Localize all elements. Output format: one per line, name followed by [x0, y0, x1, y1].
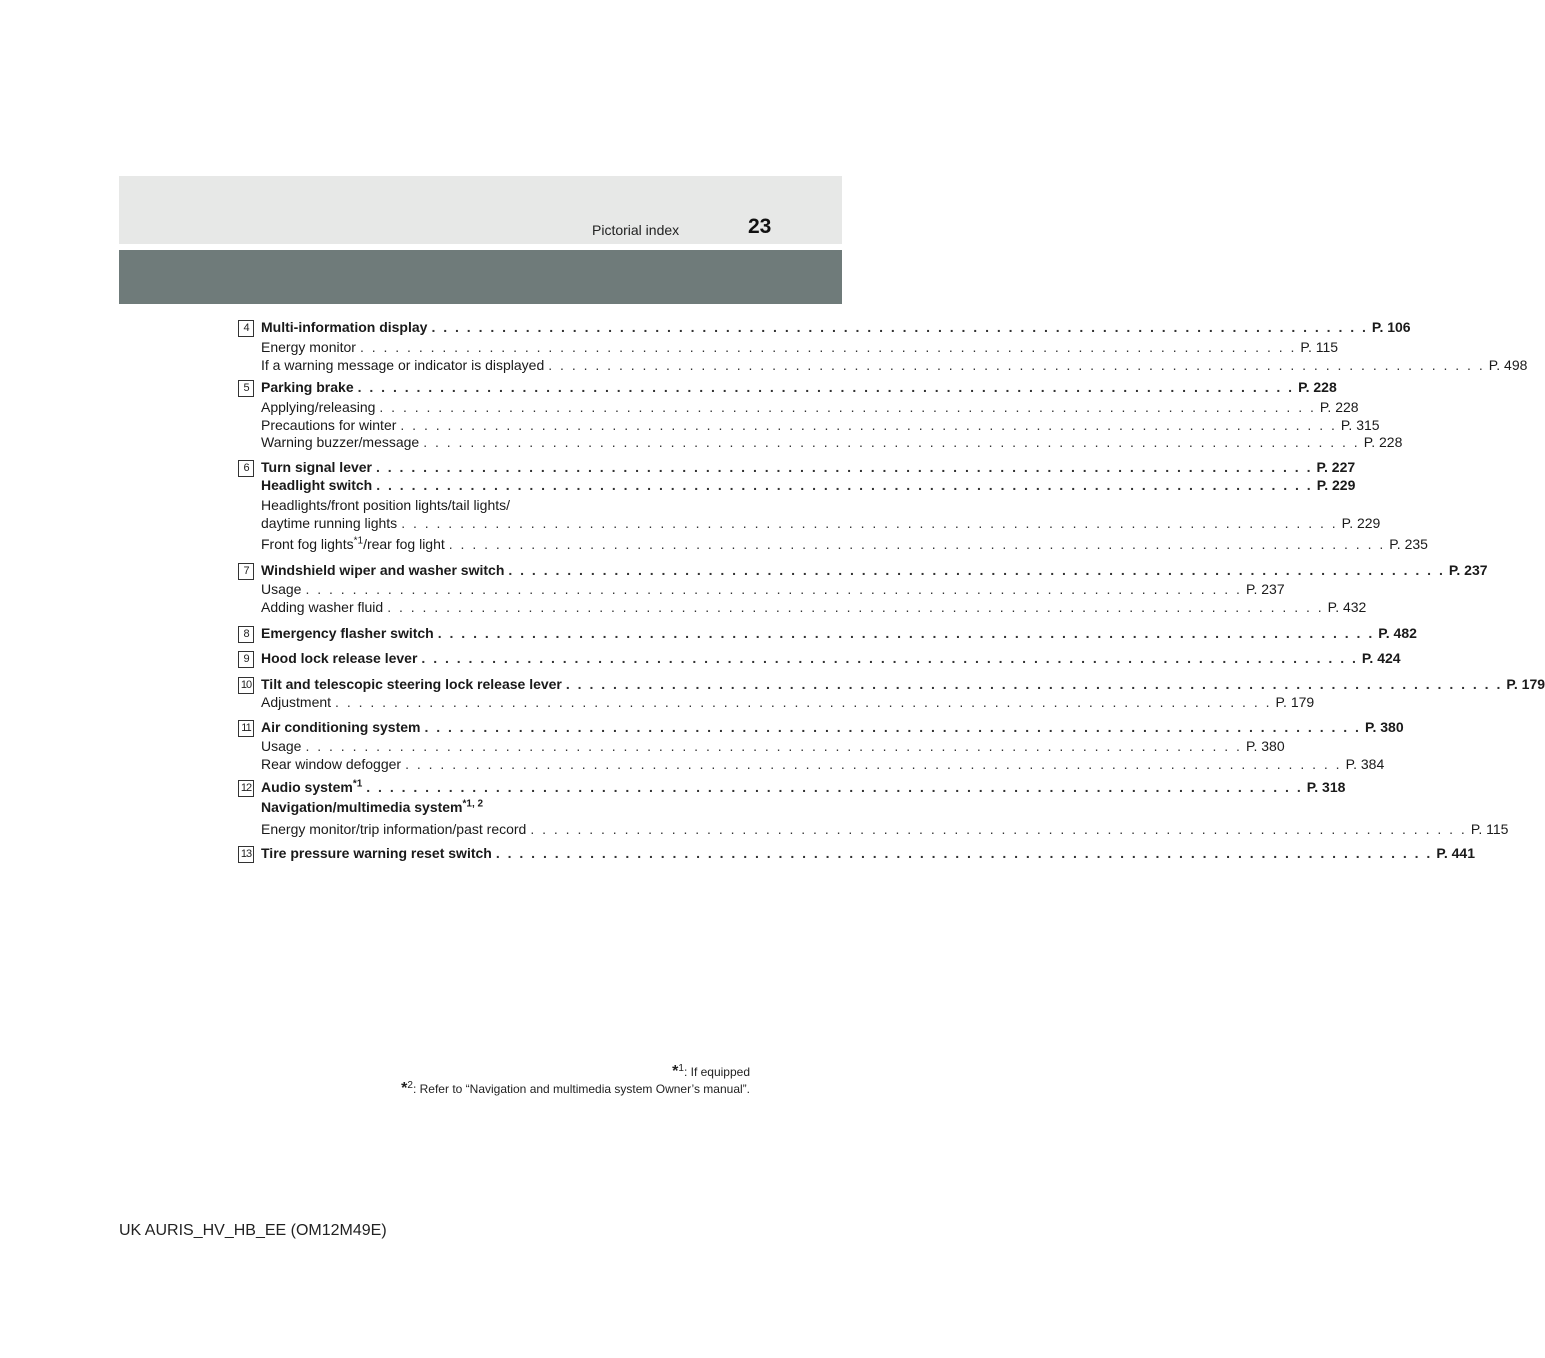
footnote-number: 1 [678, 1063, 684, 1074]
footnote-number: 2 [407, 1080, 413, 1091]
entry-label: Usage [261, 581, 302, 597]
item-number-badge: 9 [238, 651, 254, 668]
index-heading-row[interactable] [261, 649, 1401, 667]
page-reference[interactable]: P. 380 [1364, 719, 1404, 735]
dot-leader: . . . . . . . . . . . . . . . . . . . . . . . . . . . . . . . . . . . . . . . . . . . . . . . . . . . . . . . . . . . . . . . . . . . . . . . . . . . . . . . . [400, 417, 1337, 433]
dot-leader: . . . . . . . . . . . . . . . . . . . . . . . . . . . . . . . . . . . . . . . . . . . . . . . . . . . . . . . . . . . . . . . . . . . . . . . . . . . . . . . . [548, 357, 1485, 373]
entry-label: Emergency flasher switch [261, 625, 434, 641]
entry-label: Parking brake [261, 379, 354, 395]
entry-label: daytime running lights [261, 515, 398, 531]
item-number-badge: 12 [238, 780, 254, 797]
index-subitem-row[interactable] [261, 356, 1528, 374]
index-subitem-row[interactable] [261, 598, 1367, 616]
section-title: Pictorial index [592, 222, 680, 238]
footnote-text: : If equipped [683, 1065, 750, 1079]
footnote-1 [672, 1063, 750, 1081]
page-reference[interactable]: P. 318 [1306, 779, 1346, 795]
entry-label: Audio system$^{*1}$ [261, 778, 363, 795]
page-reference[interactable]: P. 432 [1327, 599, 1367, 615]
page-reference[interactable]: P. 179 [1275, 694, 1315, 710]
item-number-badge: 6 [238, 460, 254, 477]
index-subitem-row[interactable] [261, 820, 1509, 838]
page-reference[interactable]: P. 229 [1341, 515, 1381, 531]
entry-label: Applying/releasing [261, 399, 376, 415]
index-heading-row[interactable] [261, 561, 1488, 579]
dot-leader: . . . . . . . . . . . . . . . . . . . . . . . . . . . . . . . . . . . . . . . . . . . . . . . . . . . . . . . . . . . . . . . . . . . . . . . . . . . . . . . . [387, 599, 1324, 615]
index-heading-row[interactable] [261, 378, 1337, 396]
dot-leader: . . . . . . . . . . . . . . . . . . . . . . . . . . . . . . . . . . . . . . . . . . . . . . . . . . . . . . . . . . . . . . . . . . . . . . . . . . . . . . . . [405, 756, 1342, 772]
footnote-marker: *1 [352, 778, 363, 790]
index-subitem-row[interactable] [261, 433, 1403, 451]
index-subitem-row[interactable] [261, 496, 723, 514]
page-reference[interactable]: P. 228 [1319, 399, 1359, 415]
entry-label: Energy monitor/trip information/past record [261, 821, 527, 837]
header-band-light [119, 176, 842, 244]
page-reference[interactable]: P. 482 [1378, 625, 1417, 641]
dot-leader: . . . . . . . . . . . . . . . . . . . . . . . . . . . . . . . . . . . . . . . . . . . . . . . . . . . . . . . . . . . . . . . . . . . . . . . . . . . . . . . . [421, 650, 1358, 666]
index-subitem-row[interactable] [261, 755, 1385, 773]
dot-leader: . . . . . . . . . . . . . . . . . . . . . . . . . . . . . . . . . . . . . . . . . . . . . . . . . . . . . . . . . . . . . . . . . . . . . . . . . . . . . . . . [565, 676, 1503, 692]
entry-label: Precautions for winter [261, 417, 397, 433]
entry-label: Rear window defogger [261, 756, 402, 772]
index-subitem-row[interactable] [261, 693, 1315, 711]
entry-label: Tire pressure warning reset switch [261, 845, 492, 861]
footnote-marker: *1 [353, 535, 364, 547]
index-subitem-row[interactable] [261, 398, 1359, 416]
page-reference[interactable]: P. 237 [1245, 581, 1285, 597]
page-reference[interactable]: P. 227 [1316, 459, 1356, 475]
index-subitem-row[interactable] [261, 338, 1339, 356]
entry-label: Hood lock release lever [261, 650, 418, 666]
entry-label: Adding washer fluid [261, 599, 384, 615]
entry-label: Navigation/multimedia system$^{*1, 2}$ [261, 798, 484, 815]
index-heading-row[interactable] [261, 458, 1356, 476]
page-reference[interactable]: P. 228 [1298, 379, 1337, 395]
item-number-badge: 4 [238, 320, 254, 337]
dot-leader: . . . . . . . . . . . . . . . . . . . . . . . . . . . . . . . . . . . . . . . . . . . . . . . . . . . . . . . . . . . . . . . . . . . . . . . . . . . . . . . . [448, 536, 1386, 552]
page-reference[interactable]: P. 380 [1245, 738, 1285, 754]
entry-label: If a warning message or indicator is displayed [261, 357, 545, 373]
page-reference[interactable]: P. 498 [1488, 357, 1528, 373]
page-reference[interactable]: P. 229 [1316, 477, 1356, 493]
dot-leader: . . . . . . . . . . . . . . . . . . . . . . . . . . . . . . . . . . . . . . . . . . . . . . . . . . . . . . . . . . . . . . . . . . . . . . . . . . . . . . . . [357, 379, 1295, 395]
page-reference[interactable]: P. 237 [1448, 562, 1488, 578]
index-heading-row[interactable] [261, 844, 1475, 862]
entry-label: Air conditioning system [261, 719, 421, 735]
item-number-badge: 5 [238, 380, 254, 397]
page-reference[interactable]: P. 115 [1470, 821, 1509, 837]
entry-label: Multi-information display [261, 319, 428, 335]
index-subitem-row[interactable] [261, 580, 1285, 598]
dot-leader: . . . . . . . . . . . . . . . . . . . . . . . . . . . . . . . . . . . . . . . . . . . . . . . . . . . . . . . . . . . . . . . . . . . . . . . . . . . . . . . . [379, 399, 1316, 415]
page-reference[interactable]: P. 179 [1506, 676, 1545, 692]
entry-label: Energy monitor [261, 339, 356, 355]
dot-leader: . . . . . . . . . . . . . . . . . . . . . . . . . . . . . . . . . . . . . . . . . . . . . . . . . . . . . . . . . . . . . . . . . . . . . . . . . . . . . . . . [376, 477, 1313, 493]
page-reference[interactable]: P. 384 [1345, 756, 1385, 772]
entry-label: Windshield wiper and washer switch [261, 562, 505, 578]
index-subitem-row[interactable] [261, 416, 1380, 434]
dot-leader: . . . . . . . . . . . . . . . . . . . . . . . . . . . . . . . . . . . . . . . . . . . . . . . . . . . . . . . . . . . . . . . . . . . . . . . . . . . . . . . . [305, 581, 1242, 597]
index-subitem-row[interactable] [261, 514, 1381, 532]
entry-label: Usage [261, 738, 302, 754]
page-reference[interactable]: P. 228 [1363, 434, 1403, 450]
entry-label: Tilt and telescopic steering lock release lever [261, 676, 562, 692]
page-reference[interactable]: P. 106 [1371, 319, 1411, 335]
page-reference[interactable]: P. 315 [1340, 417, 1380, 433]
index-heading-row[interactable] [261, 718, 1404, 736]
dot-leader: . . . . . . . . . . . . . . . . . . . . . . . . . . . . . . . . . . . . . . . . . . . . . . . . . . . . . . . . . . . . . . . . . . . . . . . . . . . . . . . . [431, 319, 1368, 335]
footnote-text: : Refer to “Navigation and multimedia system Owner’s manual”. [412, 1082, 750, 1096]
page-number: 23 [748, 215, 772, 238]
dot-leader: . . . . . . . . . . . . . . . . . . . . . . . . . . . . . . . . . . . . . . . . . . . . . . . . . . . . . . . . . . . . . . . . . . . . . . . . . . . . . . . . [366, 779, 1303, 795]
dot-leader: . . . . . . . . . . . . . . . . . . . . . . . . . . . . . . . . . . . . . . . . . . . . . . . . . . . . . . . . . . . . . . . . . . . . . . . . . . . . . . . . [424, 719, 1361, 735]
dot-leader: . . . . . . . . . . . . . . . . . . . . . . . . . . . . . . . . . . . . . . . . . . . . . . . . . . . . . . . . . . . . . . . . . . . . . . . . . . . . . . . . [530, 821, 1467, 837]
entry-label: Warning buzzer/message [261, 434, 420, 450]
header-band-dark [119, 250, 842, 304]
item-number-badge: 7 [238, 563, 254, 580]
item-number-badge: 13 [238, 846, 254, 863]
item-number-badge: 10 [238, 677, 254, 694]
item-number-badge: 11 [238, 720, 254, 737]
index-heading-row[interactable] [261, 476, 1356, 494]
dot-leader: . . . . . . . . . . . . . . . . . . . . . . . . . . . . . . . . . . . . . . . . . . . . . . . . . . . . . . . . . . . . . . . . . . . . . . . . . . . . . . . . [508, 562, 1445, 578]
dot-leader: . . . . . . . . . . . . . . . . . . . . . . . . . . . . . . . . . . . . . . . . . . . . . . . . . . . . . . . . . . . . . . . . . . . . . . . . . . . . . . . . [305, 738, 1242, 754]
footnote-2 [401, 1080, 750, 1098]
dot-leader: . . . . . . . . . . . . . . . . . . . . . . . . . . . . . . . . . . . . . . . . . . . . . . . . . . . . . . . . . . . . . . . . . . . . . . . . . . . . . . . . [376, 459, 1313, 475]
document-code: UK AURIS_HV_HB_EE (OM12M49E) [119, 1222, 387, 1239]
page-reference[interactable]: P. 424 [1361, 650, 1401, 666]
page-reference[interactable]: P. 235 [1389, 536, 1428, 552]
index-heading-row[interactable] [261, 624, 1417, 642]
index-heading-row[interactable] [261, 798, 723, 816]
dot-leader: . . . . . . . . . . . . . . . . . . . . . . . . . . . . . . . . . . . . . . . . . . . . . . . . . . . . . . . . . . . . . . . . . . . . . . . . . . . . . . . . [359, 339, 1297, 355]
entry-label: Turn signal lever [261, 459, 372, 475]
dot-leader: . . . . . . . . . . . . . . . . . . . . . . . . . . . . . . . . . . . . . . . . . . . . . . . . . . . . . . . . . . . . . . . . . . . . . . . . . . . . . . . . [401, 515, 1338, 531]
index-subitem-row[interactable] [261, 535, 1428, 553]
dot-leader: . . . . . . . . . . . . . . . . . . . . . . . . . . . . . . . . . . . . . . . . . . . . . . . . . . . . . . . . . . . . . . . . . . . . . . . . . . . . . . . . [495, 845, 1433, 861]
entry-label: Adjustment [261, 694, 332, 710]
index-heading-row[interactable] [261, 675, 1545, 693]
index-subitem-row[interactable] [261, 737, 1285, 755]
index-heading-row[interactable] [261, 778, 1346, 796]
footnote-marker: *1, 2 [462, 798, 484, 810]
item-number-badge: 8 [238, 626, 254, 643]
entry-label: Headlight switch [261, 477, 373, 493]
page-reference[interactable]: P. 115 [1300, 339, 1339, 355]
dot-leader: . . . . . . . . . . . . . . . . . . . . . . . . . . . . . . . . . . . . . . . . . . . . . . . . . . . . . . . . . . . . . . . . . . . . . . . . . . . . . . . . [423, 434, 1360, 450]
index-heading-row[interactable] [261, 318, 1411, 336]
entry-label: Front fog lights$^{*1}$/rear fog light [261, 535, 445, 552]
footnote-star: * [401, 1080, 408, 1097]
dot-leader: . . . . . . . . . . . . . . . . . . . . . . . . . . . . . . . . . . . . . . . . . . . . . . . . . . . . . . . . . . . . . . . . . . . . . . . . . . . . . . . . [437, 625, 1375, 641]
footnote-star: * [672, 1063, 679, 1080]
dot-leader: . . . . . . . . . . . . . . . . . . . . . . . . . . . . . . . . . . . . . . . . . . . . . . . . . . . . . . . . . . . . . . . . . . . . . . . . . . . . . . . . [335, 694, 1272, 710]
page-reference[interactable]: P. 441 [1436, 845, 1475, 861]
entry-label: Headlights/front position lights/tail lights/ [261, 497, 511, 513]
